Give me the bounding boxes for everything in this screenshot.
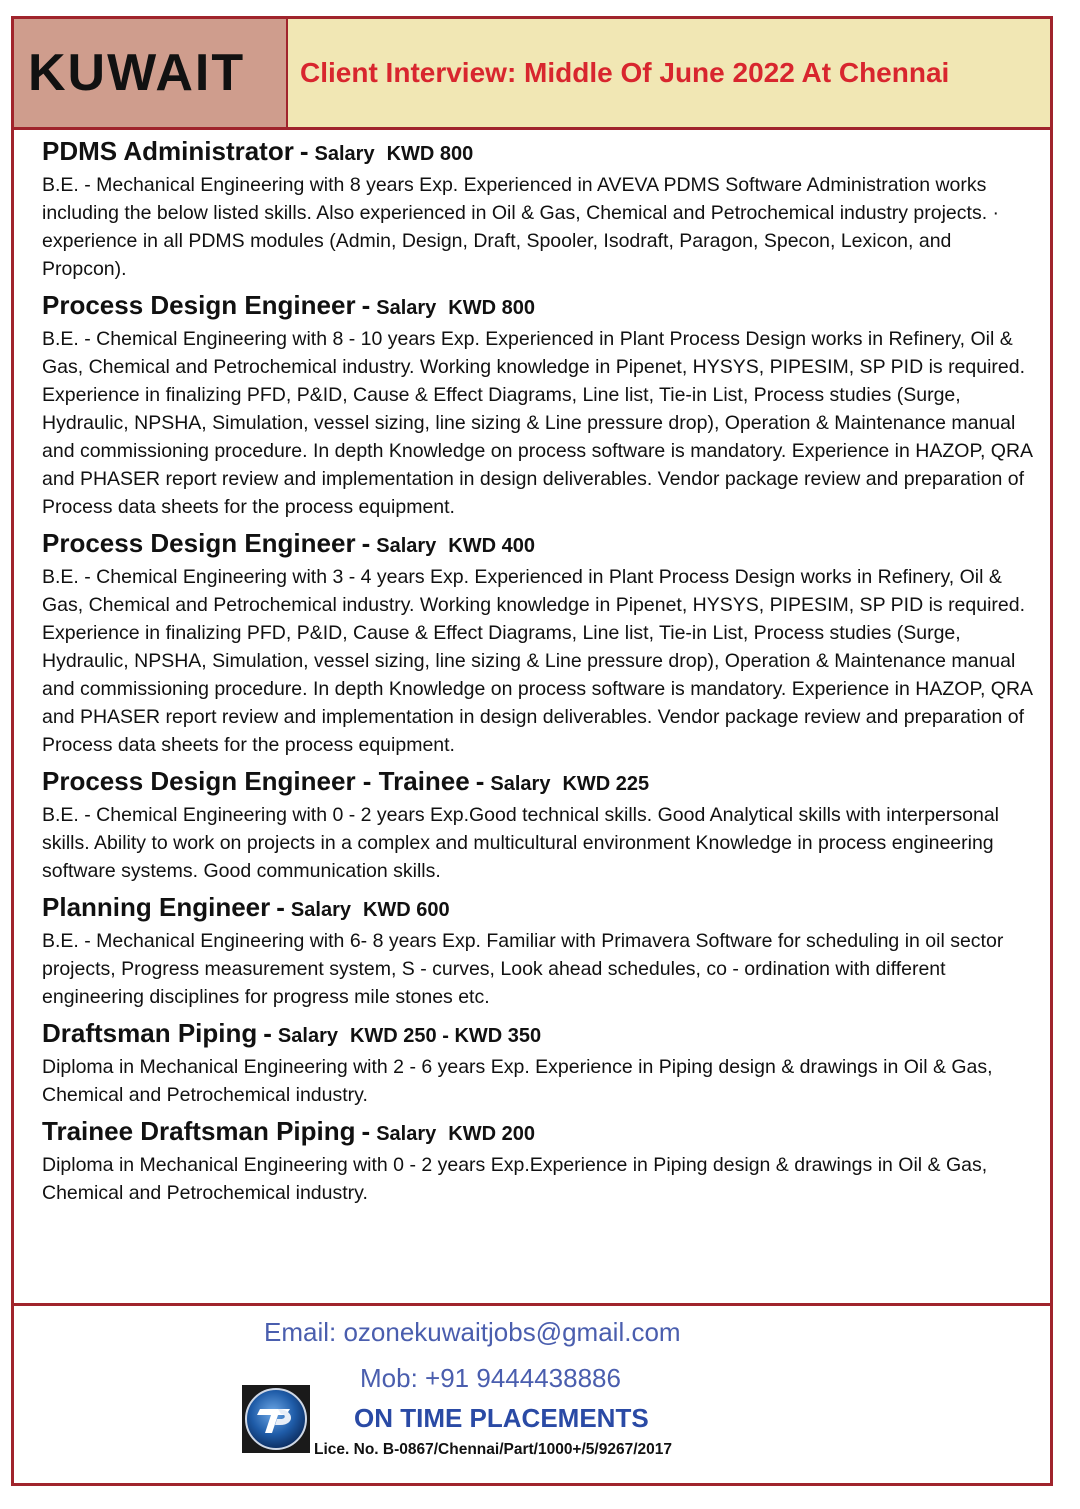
job-separator: -	[361, 290, 371, 320]
job-separator: -	[361, 1116, 371, 1146]
job-description: B.E. - Chemical Engineering with 3 - 4 years Exp. Experienced in Plant Process Design works in Refinery, Oil & Gas, Chemical and Petrochemical industry. Working knowledge in Pipenet, HYSYS, PIPESIM, SP PID is required. Experience in finalizing PFD, P&ID, Cause & Effect Diagrams, Line list, Tie-in List, Process studies (Surge, Hydraulic, NPSHA, Simulation, vessel sizing, line sizing & Line pressure drop), Operation & Maintenance manual and commissioning procedure. In depth Knowledge on process software is mandatory. Experience in HAZOP, QRA and PHASER report review and implementation in design deliverables. Vendor package review and preparation of Process data sheets for the process equipment.	[42, 566, 1032, 756]
job-heading	[42, 135, 1032, 171]
salary-value: KWD 250 - KWD 350	[349, 1025, 542, 1047]
job-title: Process Design Engineer	[42, 528, 356, 558]
job-separator: -	[475, 766, 485, 796]
job-title: PDMS Administrator	[42, 136, 294, 166]
country-box	[14, 19, 288, 127]
interview-date: Client Interview: Middle Of June 2022 At Chennai	[300, 57, 950, 88]
interview-box	[288, 19, 1050, 127]
company-name: ON TIME PLACEMENTS	[354, 1403, 649, 1433]
salary-value: KWD 600	[362, 899, 450, 921]
salary-label: Salary	[376, 1123, 437, 1145]
job-heading	[42, 1115, 1032, 1151]
salary-label: Salary	[490, 773, 551, 795]
salary-value: KWD 800	[386, 143, 474, 165]
job-item	[42, 289, 1032, 521]
job-item	[42, 527, 1032, 759]
job-heading	[42, 1017, 1032, 1053]
contact-mobile[interactable]: Mob: +91 9444438886	[360, 1363, 621, 1393]
footer	[14, 1315, 1050, 1483]
job-list	[42, 135, 1032, 1213]
job-item	[42, 1115, 1032, 1207]
salary-label: Salary	[277, 1025, 338, 1047]
on-time-placements-logo-icon	[242, 1385, 310, 1453]
job-item	[42, 765, 1032, 885]
job-title: Process Design Engineer - Trainee	[42, 766, 470, 796]
salary-label: Salary	[314, 143, 375, 165]
salary-label: Salary	[290, 899, 351, 921]
job-separator: -	[276, 892, 285, 922]
header	[14, 19, 1050, 130]
job-separator: -	[263, 1018, 272, 1048]
job-item	[42, 1017, 1032, 1109]
country-title: KUWAIT	[28, 44, 246, 102]
job-description: B.E. - Mechanical Engineering with 6- 8 years Exp. Familiar with Primavera Software for scheduling in oil sector projects, Progress measurement system, S - curves, Look ahead schedules, co - ordination with different engineering disciplines for progress mile stones etc.	[42, 930, 1004, 1008]
job-heading	[42, 891, 1032, 927]
job-title: Trainee Draftsman Piping	[42, 1116, 356, 1146]
job-item	[42, 891, 1032, 1011]
footer-divider	[14, 1303, 1050, 1306]
salary-label: Salary	[376, 535, 437, 557]
job-heading	[42, 765, 1032, 801]
job-description: B.E. - Chemical Engineering with 8 - 10 years Exp. Experienced in Plant Process Design works in Refinery, Oil & Gas, Chemical and Petrochemical industry. Working knowledge in Pipenet, HYSYS, PIPESIM, SP PID is required. Experience in finalizing PFD, P&ID, Cause & Effect Diagrams, Line list, Tie-in List, Process studies (Surge, Hydraulic, NPSHA, Simulation, vessel sizing, line sizing & Line pressure drop), Operation & Maintenance manual and commissioning procedure. In depth Knowledge on process software is mandatory. Experience in HAZOP, QRA and PHASER report review and implementation in design deliverables. Vendor package review and preparation of Process data sheets for the process equipment.	[42, 328, 1032, 518]
salary-label: Salary	[376, 297, 437, 319]
job-description: Diploma in Mechanical Engineering with 2 - 6 years Exp. Experience in Piping design & drawings in Oil & Gas, Chemical and Petrochemical industry.	[42, 1056, 993, 1106]
salary-value: KWD 225	[562, 773, 650, 795]
job-title: Draftsman Piping	[42, 1018, 258, 1048]
job-separator: -	[299, 136, 309, 166]
job-title: Planning Engineer	[42, 892, 271, 922]
job-description: B.E. - Mechanical Engineering with 8 years Exp. Experienced in AVEVA PDMS Software Administration works including the below listed skills. Also experienced in Oil & Gas, Chemical and Petrochemical industry projects. · experience in all PDMS modules (Admin, Design, Draft, Spooler, Isodraft, Paragon, Specon, Lexicon, and Propcon).	[42, 174, 1000, 280]
job-description: Diploma in Mechanical Engineering with 0 - 2 years Exp.Experience in Piping design & drawings in Oil & Gas, Chemical and Petrochemical industry.	[42, 1154, 988, 1204]
job-description: B.E. - Chemical Engineering with 0 - 2 years Exp.Good technical skills. Good Analytical skills with interpersonal skills. Ability to work on projects in a complex and multicultural environment Knowledge in process engineering software systems. Good communication skills.	[42, 804, 1000, 882]
salary-value: KWD 800	[448, 297, 535, 319]
contact-email[interactable]: Email: ozonekuwaitjobs@gmail.com	[264, 1317, 681, 1347]
salary-value: KWD 400	[448, 535, 535, 557]
job-heading	[42, 527, 1032, 563]
job-item	[42, 135, 1032, 283]
salary-value: KWD 200	[448, 1123, 535, 1145]
job-heading	[42, 289, 1032, 325]
licence-number: Lice. No. B-0867/Chennai/Part/1000+/5/9267/2017	[314, 1441, 672, 1458]
job-title: Process Design Engineer	[42, 290, 356, 320]
job-separator: -	[361, 528, 371, 558]
job-poster	[11, 16, 1053, 1486]
